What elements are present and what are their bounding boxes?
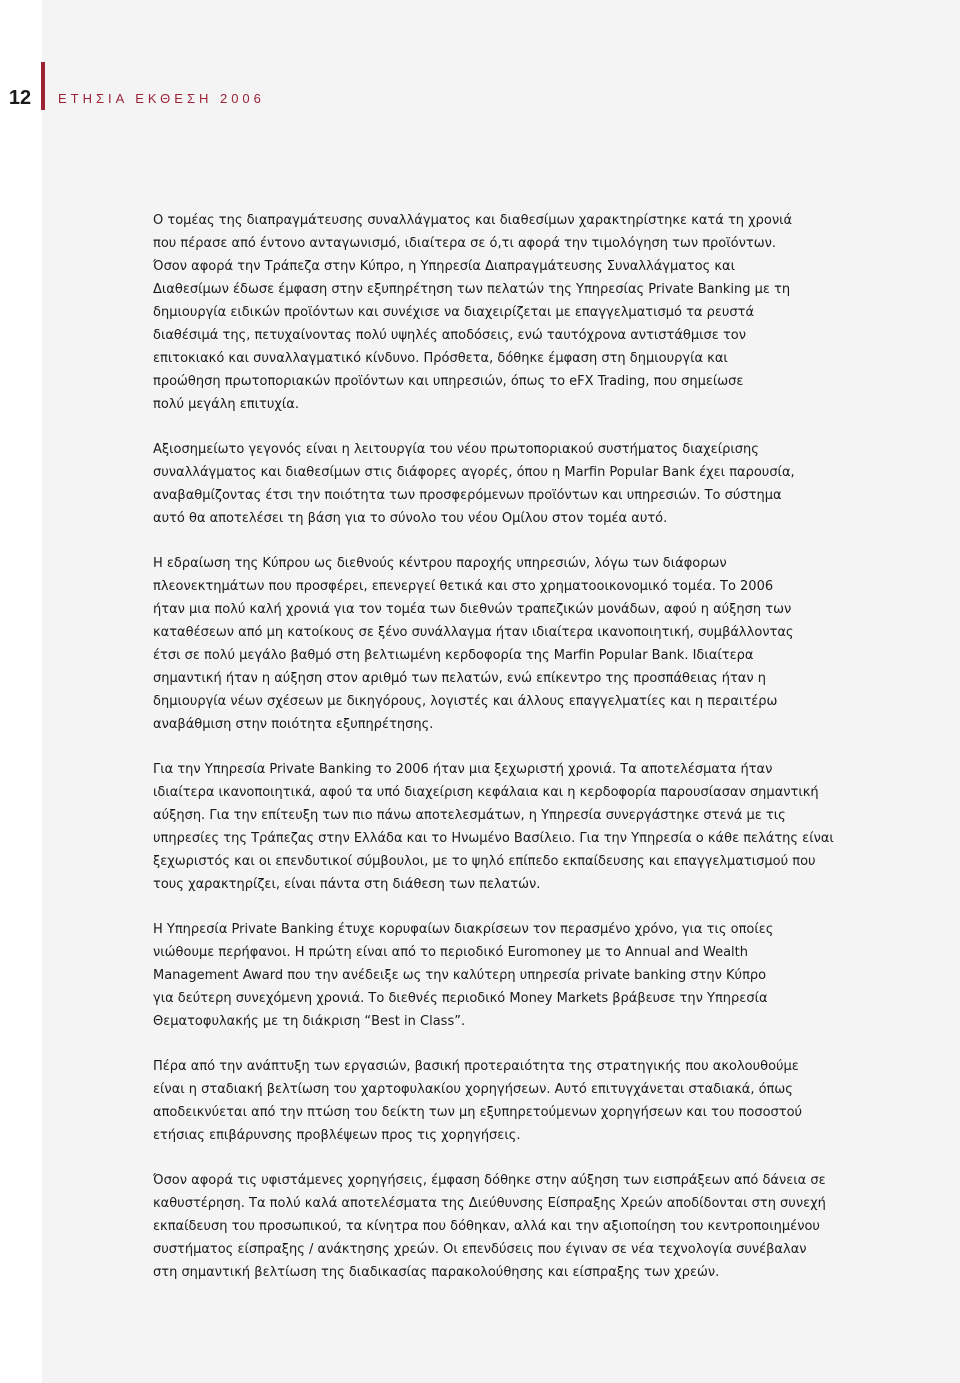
text-line: Θεματοφυλακής με τη διάκριση “Best in Class”. <box>153 1014 466 1029</box>
text-line: καταθέσεων από μη κατοίκους σε ξένο συνάλλαγμα ήταν ιδιαίτερα ικανοποιητική, συμβάλλοντας <box>153 625 794 640</box>
text-line: νιώθουμε περήφανοι. Η πρώτη είναι από το περιοδικό Euromoney με το Annual and Wealth <box>153 945 748 960</box>
text-line: Ο τομέας της διαπραγμάτευσης συναλλάγματος και διαθεσίμων χαρακτηρίστηκε κατά τη χρονιά <box>153 213 793 228</box>
text-line: διαθέσιμά της, πετυχαίνοντας πολύ υψηλές αποδόσεις, ενώ ταυτόχρονα αντιστάθμισε τον <box>153 328 746 343</box>
page-number: 12 <box>8 87 32 109</box>
text-line: υπηρεσίες της Τράπεζας στην Ελλάδα και το Ηνωμένο Βασίλειο. Για την Υπηρεσία ο κάθε πελάτης είναι <box>153 831 834 846</box>
text-line: ήταν μια πολύ καλή χρονιά για τον τομέα των διεθνών τραπεζικών μονάδων, αφού η αύξηση των <box>153 602 792 617</box>
text-line: προώθηση πρωτοποριακών προϊόντων και υπηρεσιών, όπως το eFX Trading, που σημείωσε <box>153 374 744 389</box>
text-line: στη σημαντική βελτίωση της διαδικασίας παρακολούθησης και είσπραξης των χρεών. <box>153 1265 720 1280</box>
text-line: πλεονεκτημάτων που προσφέρει, επενεργεί θετικά και στο χρηματοοικονομικό τομέα. Το 2006 <box>153 579 774 594</box>
paragraph-international-banking <box>153 552 853 736</box>
text-line: Όσον αφορά τις υφιστάμενες χορηγήσεις, έμφαση δόθηκε στην αύξηση των εισπράξεων από δάνεια σε <box>153 1173 826 1188</box>
text-line: Όσον αφορά την Τράπεζα στην Κύπρο, η Υπηρεσία Διαπραγμάτευσης Συναλλάγματος και <box>153 259 735 274</box>
text-line: Η Υπηρεσία Private Banking έτυχε κορυφαίων διακρίσεων τον περασμένο χρόνο, για τις οποίες <box>153 922 774 937</box>
text-line: αυτό θα αποτελέσει τη βάση για το σύνολο του νέου Ομίλου στον τομέα αυτό. <box>153 511 668 526</box>
text-line: αποδεικνύεται από την πτώση του δείκτη των μη εξυπηρετούμενων χορηγήσεων και του ποσοστού <box>153 1105 803 1120</box>
header-accent-rule <box>41 62 45 110</box>
text-line: ξεχωριστός και οι επενδυτικοί σύμβουλοι, με το ψηλό επίπεδο εκπαίδευσης και επαγγελματισμού που <box>153 854 816 869</box>
text-line: επιτοκιακό και συναλλαγματικό κίνδυνο. Πρόσθετα, δόθηκε έμφαση στη δημιουργία και <box>153 351 728 366</box>
text-line: που πέρασε από έντονο ανταγωνισμό, ιδιαίτερα σε ό,τι αφορά την τιμολόγηση των προϊόντων. <box>153 236 776 251</box>
text-line: Management Award που την ανέδειξε ως την καλύτερη υπηρεσία private banking στην Κύπρο <box>153 968 767 983</box>
body-text <box>153 209 853 1306</box>
text-line: εκπαίδευση του προσωπικού, τα κίνητρα που δόθηκαν, αλλά και την αξιοποίηση του κεντροποιημένου <box>153 1219 820 1234</box>
paragraph-private-banking <box>153 758 853 896</box>
text-line: αναβαθμίζοντας έτσι την ποιότητα των προσφερόμενων προϊόντων και υπηρεσιών. Το σύστημα <box>153 488 782 503</box>
text-line: Διαθεσίμων έδωσε έμφαση στην εξυπηρέτηση των πελατών της Υπηρεσίας Private Banking με τη <box>153 282 791 297</box>
text-line: Πέρα από την ανάπτυξη των εργασιών, βασική προτεραιότητα της στρατηγικής που ακολουθούμε <box>153 1059 799 1074</box>
text-line: αύξηση. Για την επίτευξη των πιο πάνω αποτελεσμάτων, η Υπηρεσία συνεργάστηκε στενά με τις <box>153 808 786 823</box>
text-line: Για την Υπηρεσία Private Banking το 2006 ήταν μια ξεχωριστή χρονιά. Τα αποτελέσματα ήταν <box>153 762 773 777</box>
text-line: αναβάθμιση στην ποιότητα εξυπηρέτησης. <box>153 717 434 732</box>
text-line: δημιουργία νέων σχέσεων με δικηγόρους, λογιστές και άλλους επαγγελματίες και η περαιτέρω <box>153 694 778 709</box>
paragraph-awards <box>153 918 853 1033</box>
text-line: δημιουργία ειδικών προϊόντων και συνέχισε να διαχειρίζεται με επαγγελματισμό τα ρευστά <box>153 305 755 320</box>
paragraph-debt-collection <box>153 1169 853 1284</box>
text-line: σημαντική ήταν η αύξηση στον αριθμό των πελατών, ενώ επίκεντρο της προσπάθειας ήταν η <box>153 671 766 686</box>
text-line: καθυστέρηση. Τα πολύ καλά αποτελέσματα της Διεύθυνσης Είσπραξης Χρεών αποδίδονται στη συνεχή <box>153 1196 826 1211</box>
text-line: πολύ μεγάλη επιτυχία. <box>153 397 299 412</box>
text-line: έτσι σε πολύ μεγάλο βαθμό στη βελτιωμένη κερδοφορία της Marfin Popular Bank. Ιδιαίτερα <box>153 648 754 663</box>
text-line: ιδιαίτερα ικανοποιητικά, αφού τα υπό διαχείριση κεφάλαια και η κερδοφορία παρουσίασαν σημαντική <box>153 785 819 800</box>
running-title: ΕΤΗΣΙΑ ΕΚΘΕΣΗ 2006 <box>58 91 265 106</box>
text-line: Αξιοσημείωτο γεγονός είναι η λειτουργία του νέου πρωτοποριακού συστήματος διαχείρισης <box>153 442 759 457</box>
text-line: τους χαρακτηρίζει, είναι πάντα στη διάθεση των πελατών. <box>153 877 541 892</box>
paragraph-new-system <box>153 438 853 530</box>
paragraph-loan-portfolio <box>153 1055 853 1147</box>
text-line: συστήματος είσπραξης / ανάκτησης χρεών. Οι επενδύσεις που έγιναν σε νέα τεχνολογία συνέβαλαν <box>153 1242 807 1257</box>
text-line: για δεύτερη συνεχόμενη χρονιά. Το διεθνές περιοδικό Money Markets βράβευσε την Υπηρεσία <box>153 991 768 1006</box>
text-line: ετήσιας επιβάρυνσης προβλέψεων προς τις χορηγήσεις. <box>153 1128 521 1143</box>
text-line: συναλλάγματος και διαθεσίμων στις διάφορες αγορές, όπου η Marfin Popular Bank έχει παρουσία, <box>153 465 795 480</box>
paragraph-forex-treasury <box>153 209 853 416</box>
text-line: είναι η σταδιακή βελτίωση του χαρτοφυλακίου χορηγήσεων. Αυτό επιτυγχάνεται σταδιακά, όπως <box>153 1082 793 1097</box>
text-line: Η εδραίωση της Κύπρου ως διεθνούς κέντρου παροχής υπηρεσιών, λόγω των διάφορων <box>153 556 727 571</box>
